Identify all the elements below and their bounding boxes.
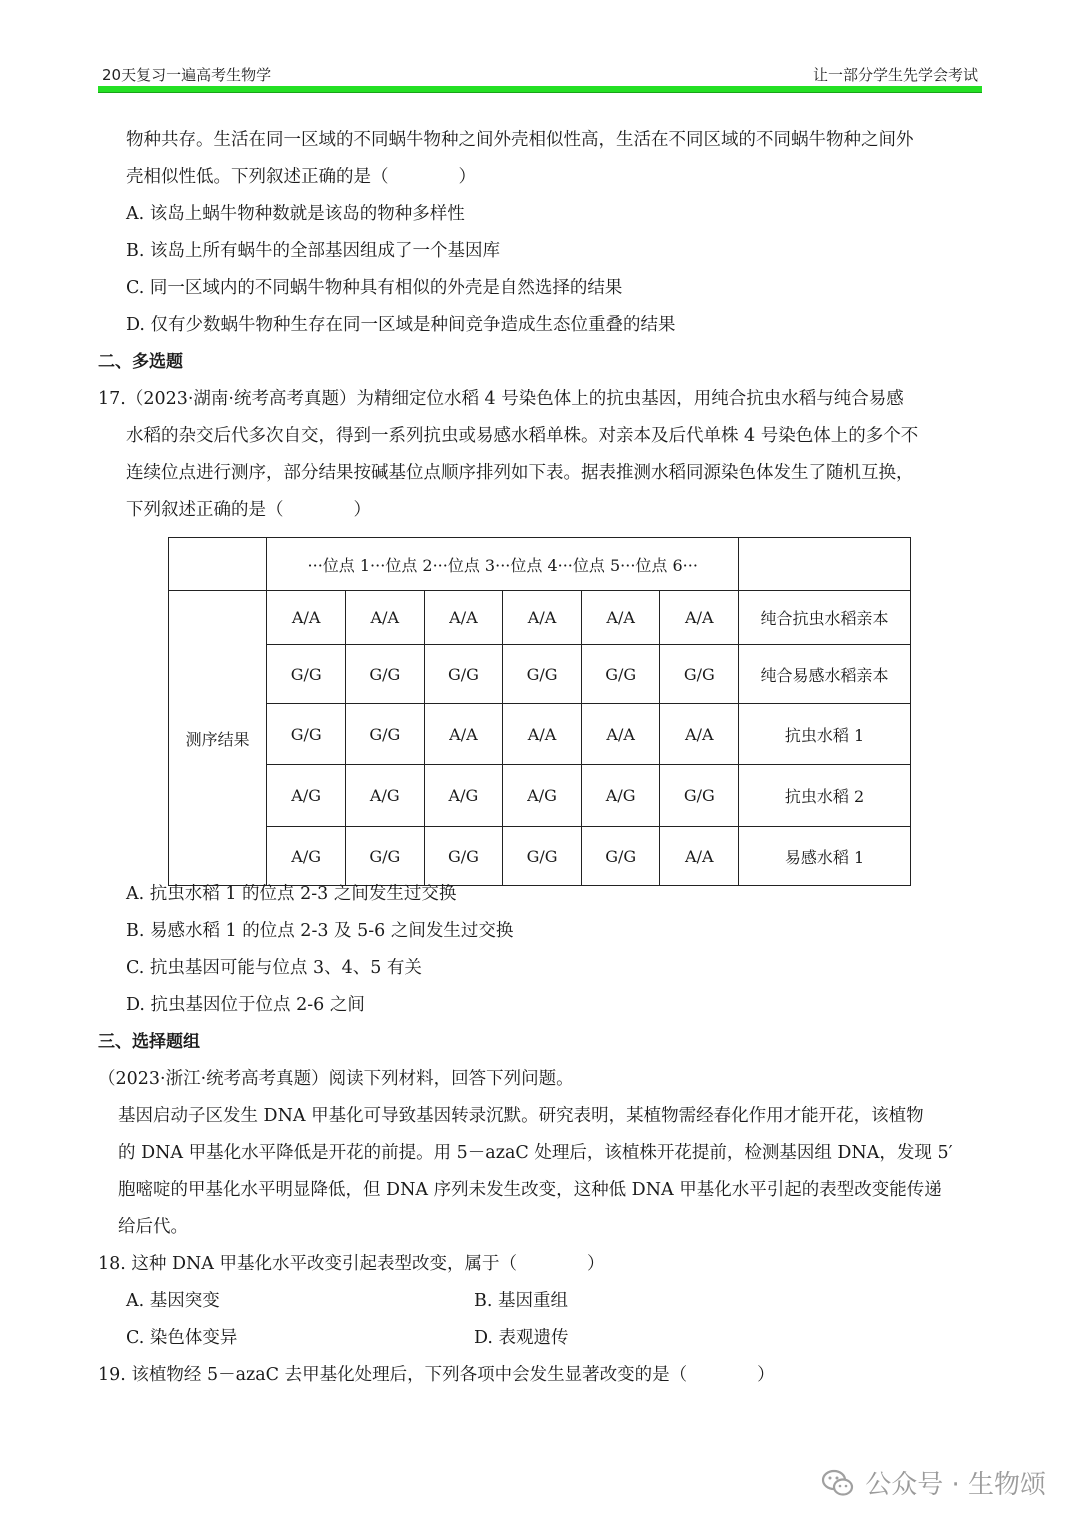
sample-label: 抗虫水稻 1 [739, 704, 911, 765]
genotype-cell: A/A [267, 591, 346, 645]
q17-option-a: A. 抗虫水稻 1 的位点 2-3 之间发生过交换 [126, 884, 457, 904]
page-body-upper [98, 122, 988, 529]
material-line: 给后代。 [118, 1217, 188, 1237]
header-green-rule [98, 86, 982, 93]
genotype-cell: G/G [267, 645, 346, 704]
page-body-lower [98, 876, 988, 1394]
table-row [169, 765, 911, 827]
q18-options-row [98, 1320, 988, 1357]
q16-line: 物种共存。生活在同一区域的不同蜗牛物种之间外壳相似性高，生活在不同区域的不同蜗牛物种之间外 [126, 130, 914, 150]
genotype-cell: A/A [660, 827, 739, 886]
sequencing-table [168, 537, 911, 886]
genotype-cell: A/G [267, 765, 346, 827]
genotype-cell: G/G [581, 827, 660, 886]
genotype-cell: A/A [424, 591, 503, 645]
genotype-cell: A/G [424, 765, 503, 827]
sample-label: 纯合易感水稻亲本 [739, 645, 911, 704]
material-line: 胞嘧啶的甲基化水平明显降低，但 DNA 序列未发生改变，这种低 DNA 甲基化水平引起的表型改变能传递 [118, 1180, 942, 1200]
genotype-cell: A/A [424, 704, 503, 765]
watermark-text: 公众号 · 生物颂 [865, 1470, 1046, 1500]
q17-option-b: B. 易感水稻 1 的位点 2-3 及 5-6 之间发生过交换 [126, 921, 514, 941]
genotype-cell: G/G [345, 704, 424, 765]
q17-stem-line: 17.（2023·湖南·统考高考真题）为精细定位水稻 4 号染色体上的抗虫基因，用纯合抗虫水稻与纯合易感 [98, 389, 904, 409]
sample-label: 纯合抗虫水稻亲本 [739, 591, 911, 645]
sample-label: 抗虫水稻 2 [739, 765, 911, 827]
genotype-cell: G/G [345, 645, 424, 704]
section-heading-multi-choice: 二、多选题 [98, 352, 183, 372]
q18-option-c: C. 染色体变异 [126, 1328, 238, 1348]
q18-stem: 18. 这种 DNA 甲基化水平改变引起表型改变，属于（ ） [98, 1254, 605, 1274]
q16-option-a: A. 该岛上蜗牛物种数就是该岛的物种多样性 [126, 204, 465, 224]
header-left-title: 20天复习一遍高考生物学 [102, 66, 272, 84]
q18-option-b: B. 基因重组 [474, 1291, 568, 1311]
header-right-slogan: 让一部分学生先学会考试 [812, 66, 978, 84]
material-source: （2023·浙江·统考高考真题）阅读下列材料，回答下列问题。 [98, 1069, 574, 1089]
genotype-cell: A/G [503, 765, 582, 827]
q18-option-a: A. 基因突变 [126, 1291, 220, 1311]
genotype-cell: G/G [660, 645, 739, 704]
q19-stem: 19. 该植物经 5－azaC 去甲基化处理后，下列各项中会发生显著改变的是（ ） [98, 1365, 775, 1385]
table-row [169, 704, 911, 765]
section-heading-question-group: 三、选择题组 [98, 1032, 200, 1052]
genotype-cell: G/G [503, 645, 582, 704]
wechat-icon [821, 1468, 855, 1498]
q16-option-b: B. 该岛上所有蜗牛的全部基因组成了一个基因库 [126, 241, 500, 261]
genotype-cell: A/A [581, 591, 660, 645]
wechat-watermark [821, 1464, 1046, 1501]
genotype-cell: G/G [424, 645, 503, 704]
table-site-header: ···位点 1···位点 2···位点 3···位点 4···位点 5···位点 6··· [267, 538, 739, 591]
genotype-cell: A/A [503, 591, 582, 645]
genotype-cell: G/G [503, 827, 582, 886]
material-line: 基因启动子区发生 DNA 甲基化可导致基因转录沉默。研究表明，某植物需经春化作用才能开花，该植物 [118, 1106, 924, 1126]
genotype-cell: A/A [660, 591, 739, 645]
genotype-cell: A/A [503, 704, 582, 765]
genotype-cell: G/G [660, 765, 739, 827]
genotype-cell: A/G [345, 765, 424, 827]
q16-option-d: D. 仅有少数蜗牛物种生存在同一区域是种间竞争造成生态位重叠的结果 [126, 315, 676, 335]
genotype-cell: A/G [267, 827, 346, 886]
q17-stem-line: 连续位点进行测序，部分结果按碱基位点顺序排列如下表。据表推测水稻同源染色体发生了随机互换， [126, 463, 914, 483]
page-header [98, 64, 982, 86]
sample-label: 易感水稻 1 [739, 827, 911, 886]
q16-line: 壳相似性低。下列叙述正确的是（ ） [126, 167, 476, 187]
material-line: 的 DNA 甲基化水平降低是开花的前提。用 5－azaC 处理后，该植株开花提前，检测基因组 DNA，发现 5′ [118, 1143, 953, 1163]
table-row-label: 测序结果 [169, 591, 267, 886]
genotype-cell: A/A [581, 704, 660, 765]
q17-stem-line: 水稻的杂交后代多次自交，得到一系列抗虫或易感水稻单株。对亲本及后代单株 4 号染色体上的多个不 [126, 426, 919, 446]
table-header-blank [739, 538, 911, 591]
q18-options-row [98, 1283, 988, 1320]
genotype-cell: G/G [267, 704, 346, 765]
table-row [169, 645, 911, 704]
q16-option-c: C. 同一区域内的不同蜗牛物种具有相似的外壳是自然选择的结果 [126, 278, 623, 298]
table-corner-cell [169, 538, 267, 591]
genotype-cell: A/A [345, 591, 424, 645]
genotype-cell: A/G [581, 765, 660, 827]
genotype-cell: G/G [581, 645, 660, 704]
q18-option-d: D. 表观遗传 [474, 1328, 569, 1348]
q17-option-d: D. 抗虫基因位于位点 2-6 之间 [126, 995, 365, 1015]
table-row [169, 591, 911, 645]
genotype-cell: G/G [345, 827, 424, 886]
table-header-row [169, 538, 911, 591]
genotype-cell: A/A [660, 704, 739, 765]
q17-stem-line: 下列叙述正确的是（ ） [126, 500, 371, 520]
genotype-cell: G/G [424, 827, 503, 886]
q17-option-c: C. 抗虫基因可能与位点 3、4、5 有关 [126, 958, 422, 978]
